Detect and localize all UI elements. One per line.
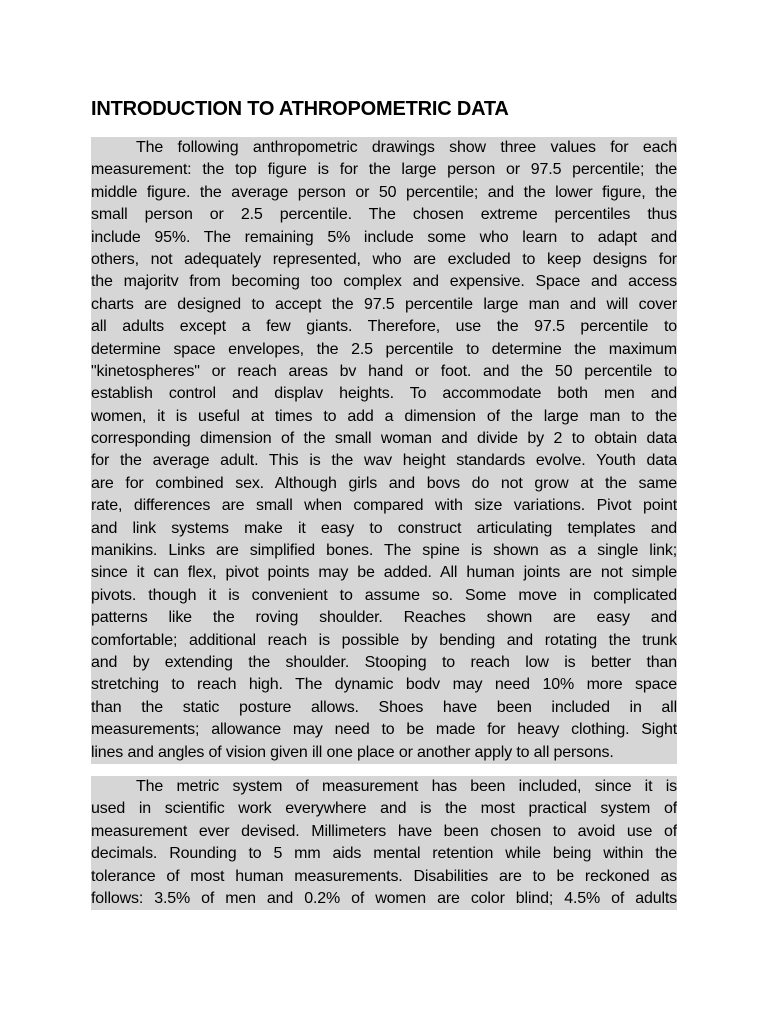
- document-title: INTRODUCTION TO ATHROPOMETRIC DATA: [91, 98, 509, 120]
- paragraph-line: rate, differences are small when compared with size variations. Pivot point: [91, 495, 677, 517]
- paragraph-line: middle figure. the average person or 50 percentile; and the lower figure, the: [91, 182, 677, 204]
- paragraph-line: establish control and displav heights. To accommodate both men and: [91, 383, 677, 405]
- paragraph-line: for the average adult. This is the wav height standards evolve. Youth data: [91, 450, 677, 472]
- paragraph-line: include 95%. The remaining 5% include some who learn to adapt and: [91, 227, 677, 249]
- paragraph-1: [91, 137, 677, 764]
- paragraph-line: determine space envelopes, the 2.5 percentile to determine the maximum: [91, 339, 677, 361]
- paragraph-2: [91, 776, 677, 910]
- paragraph-line: and by extending the shoulder. Stooping to reach low is better than: [91, 652, 677, 674]
- paragraph-line: "kinetospheres" or reach areas bv hand or foot. and the 50 percentile to: [91, 361, 677, 383]
- paragraph-line: and link systems make it easy to construct articulating templates and: [91, 518, 677, 540]
- paragraph-line: charts are designed to accept the 97.5 percentile large man and will cover: [91, 294, 677, 316]
- paragraph-line: measurement: the top figure is for the large person or 97.5 percentile; the: [91, 159, 677, 181]
- paragraph-line: lines and angles of vision given ill one place or another apply to all persons.: [91, 742, 677, 764]
- paragraph-line: since it can flex, pivot points may be added. All human joints are not simple: [91, 562, 677, 584]
- paragraph-line: measurement ever devised. Millimeters have been chosen to avoid use of: [91, 821, 677, 843]
- paragraph-line: others, not adequately represented, who are excluded to keep designs for: [91, 249, 677, 271]
- paragraph-line: patterns like the roving shoulder. Reaches shown are easy and: [91, 607, 677, 629]
- paragraph-line: The metric system of measurement has been included, since it is: [91, 776, 677, 798]
- paragraph-line: all adults except a few giants. Therefore, use the 97.5 percentile to: [91, 316, 677, 338]
- paragraph-line: manikins. Links are simplified bones. The spine is shown as a single link;: [91, 540, 677, 562]
- paragraph-line: small person or 2.5 percentile. The chosen extreme percentiles thus: [91, 204, 677, 226]
- paragraph-line: comfortable; additional reach is possible by bending and rotating the trunk: [91, 630, 677, 652]
- paragraph-line: stretching to reach high. The dynamic bodv may need 10% more space: [91, 674, 677, 696]
- paragraph-line: are for combined sex. Although girls and bovs do not grow at the same: [91, 473, 677, 495]
- paragraph-line: The following anthropometric drawings show three values for each: [91, 137, 677, 159]
- paragraph-line: than the static posture allows. Shoes have been included in all: [91, 697, 677, 719]
- paragraph-line: the majoritv from becoming too complex and expensive. Space and access: [91, 271, 677, 293]
- paragraph-line: pivots. though it is convenient to assume so. Some move in complicated: [91, 585, 677, 607]
- paragraph-line: corresponding dimension of the small woman and divide by 2 to obtain data: [91, 428, 677, 450]
- paragraph-line: used in scientific work everywhere and is the most practical system of: [91, 798, 677, 820]
- paragraph-line: women, it is useful at times to add a dimension of the large man to the: [91, 406, 677, 428]
- paragraph-line: decimals. Rounding to 5 mm aids mental retention while being within the: [91, 843, 677, 865]
- paragraph-line: follows: 3.5% of men and 0.2% of women are color blind; 4.5% of adults: [91, 888, 677, 910]
- paragraph-line: measurements; allowance may need to be made for heavy clothing. Sight: [91, 719, 677, 741]
- paragraph-line: tolerance of most human measurements. Disabilities are to be reckoned as: [91, 866, 677, 888]
